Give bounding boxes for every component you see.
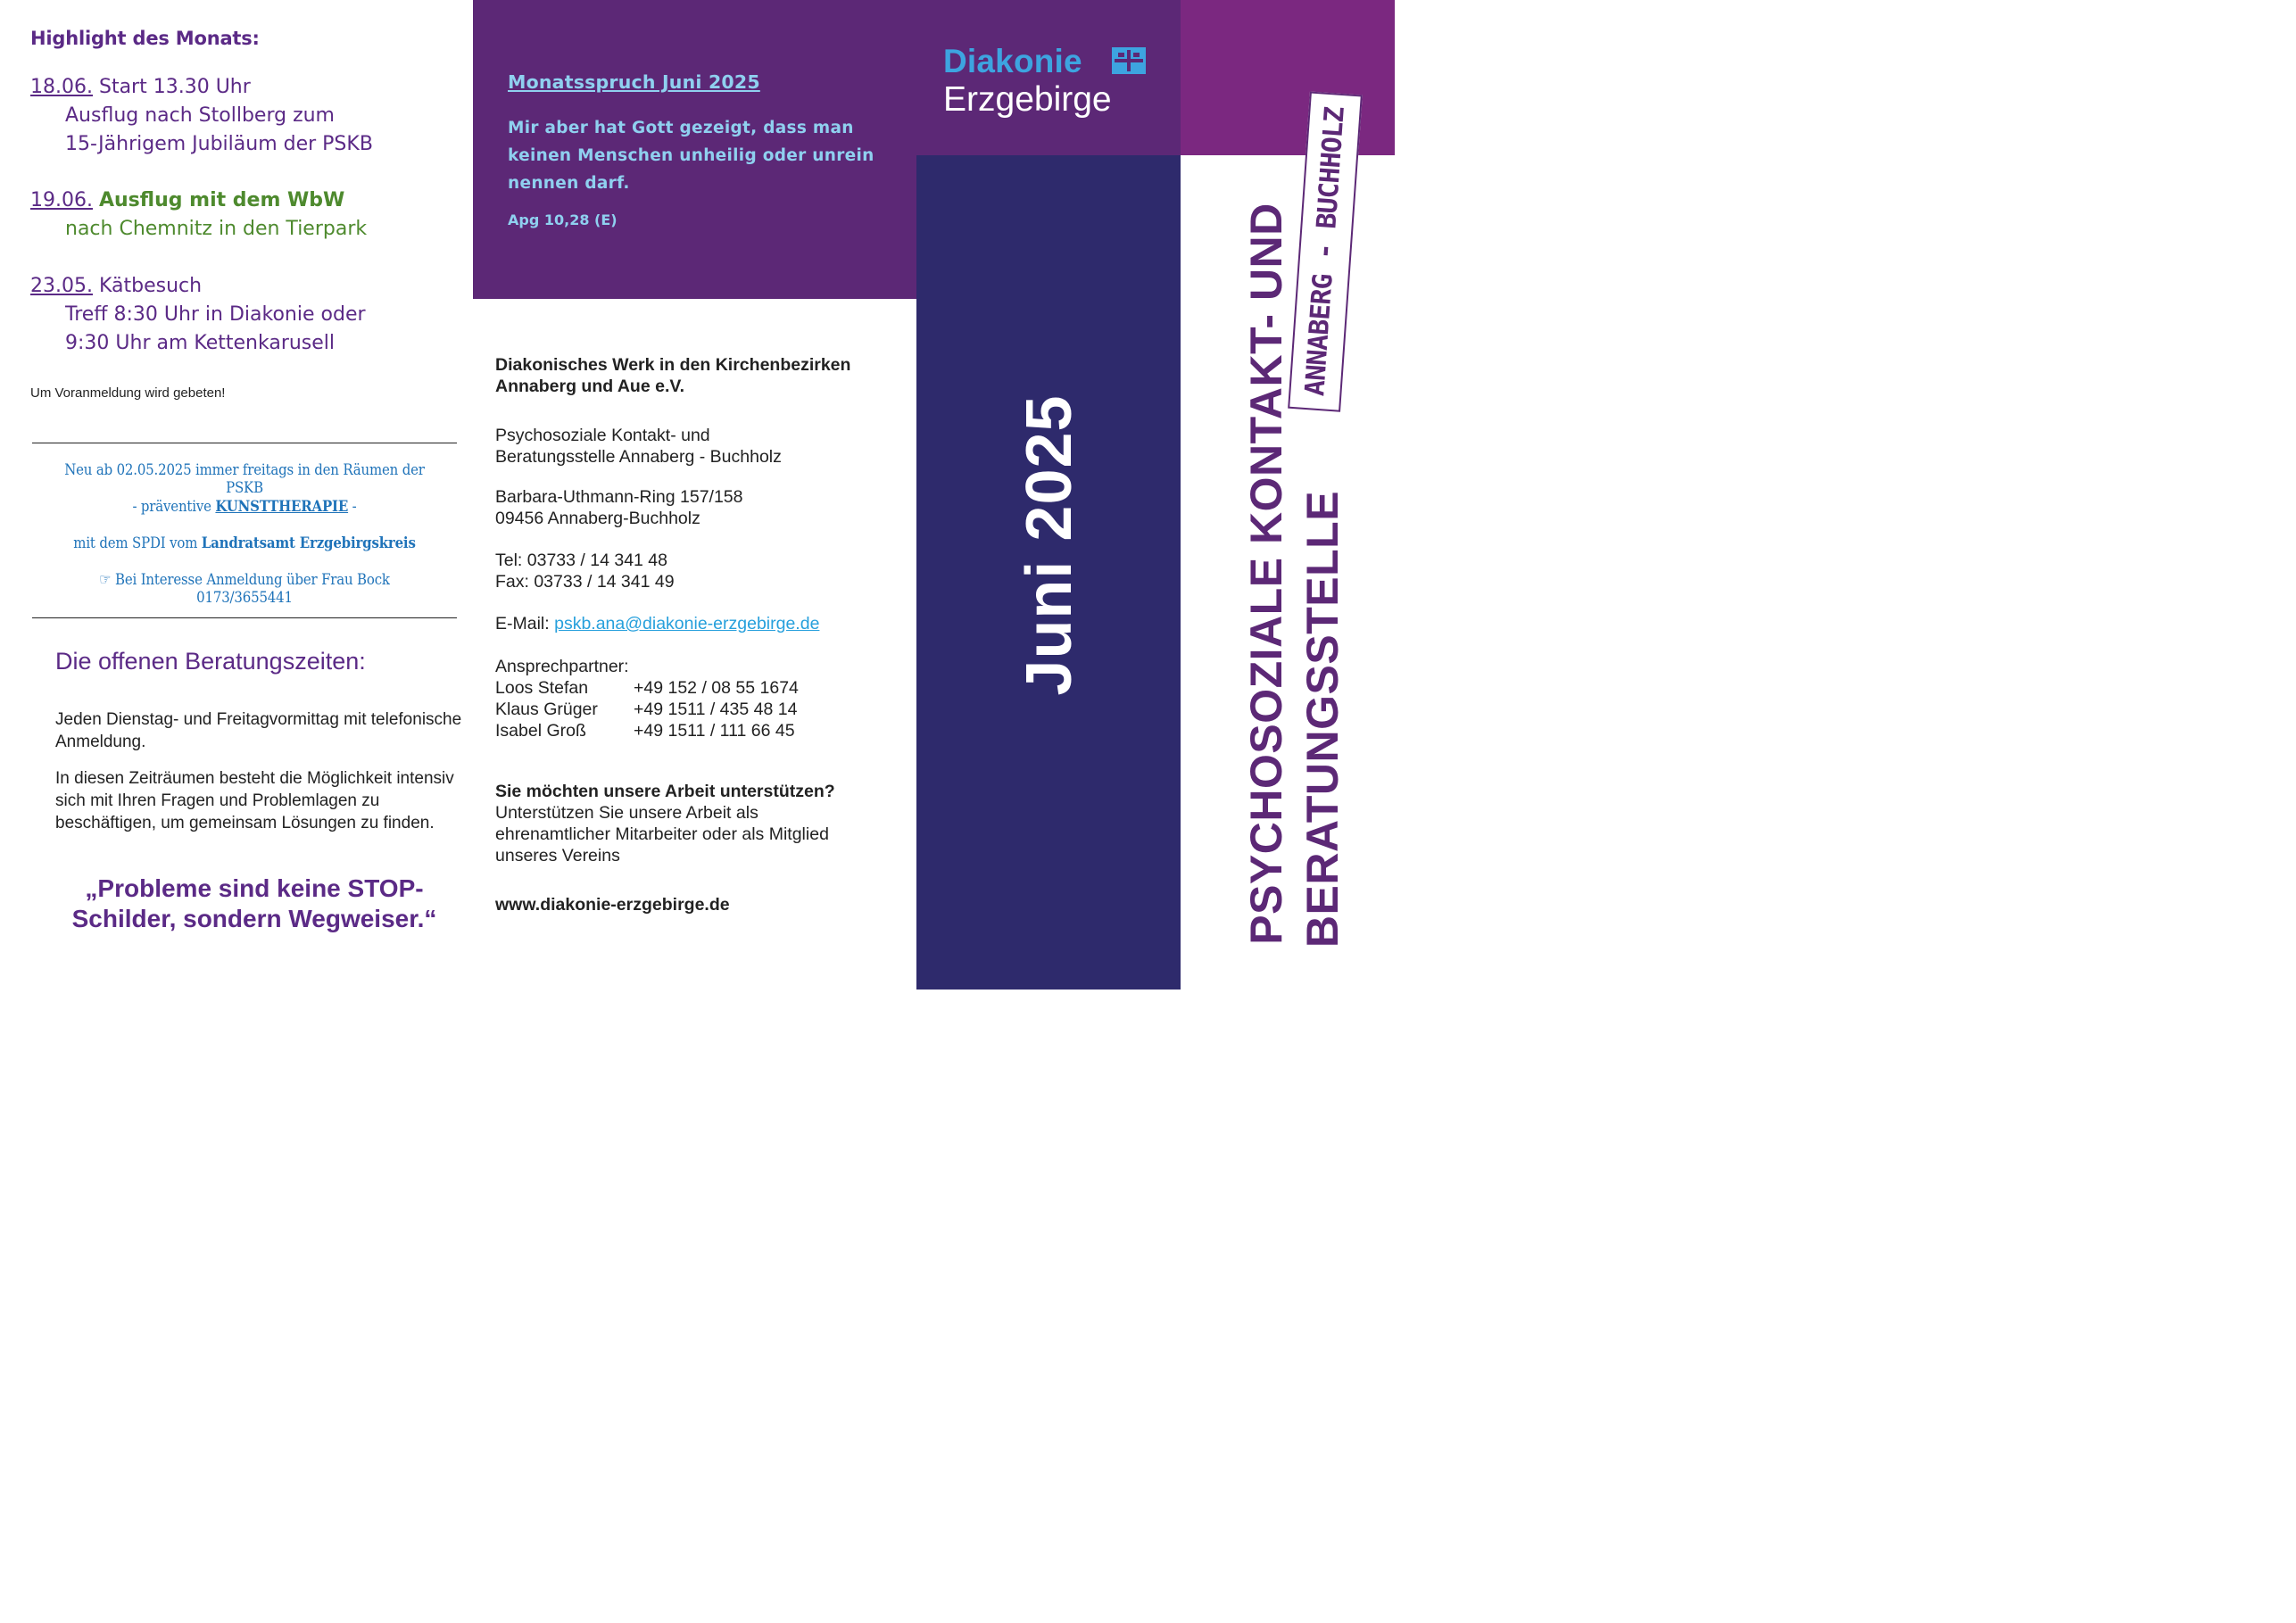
facility-line: Psychosoziale Kontakt- und [495, 426, 710, 445]
support-title: Sie möchten unsere Arbeit unterstützen? [495, 782, 835, 801]
news-line-4 [58, 571, 432, 607]
contact-row [495, 699, 799, 720]
pointing-hand-icon: ☞ [99, 571, 112, 589]
tel: Tel: 03733 / 14 341 48 [495, 551, 667, 570]
logo-diakonie: Diakonie [943, 43, 1082, 79]
main-title-text: PSYCHOSOZIALE KONTAKT- UND [1241, 203, 1291, 945]
event-item [30, 272, 366, 358]
event-title: Start 13.30 Uhr [98, 76, 251, 98]
street: Barbara-Uthmann-Ring 157/158 [495, 487, 743, 507]
event-line: nach Chemnitz in den Tierpark [65, 218, 368, 240]
event-line: Ausflug nach Stollberg zum [65, 104, 335, 127]
quote: „Probleme sind keine STOP-Schilder, sondern Wegweiser.“ [71, 874, 437, 932]
email-link[interactable]: pskb.ana@diakonie-erzgebirge.de [554, 614, 820, 633]
month-text: Juni 2025 [1014, 394, 1085, 696]
open-hours-title: Die offenen Beratungszeiten: [55, 648, 366, 675]
website-link[interactable]: www.diakonie-erzgebirge.de [495, 895, 730, 915]
monatsspruch-title: Monatsspruch Juni 2025 [508, 71, 760, 93]
support-line: ehrenamtlicher Mitarbeiter oder als Mitglied [495, 824, 829, 844]
diakonie-cross-icon [1112, 47, 1146, 74]
divider [32, 617, 457, 618]
org-line: Diakonisches Werk in den Kirchenbezirken [495, 355, 851, 375]
event-date: 23.05. [30, 275, 93, 297]
event-date: 19.06. [30, 189, 93, 211]
organization [495, 354, 850, 397]
support-line: Unterstützen Sie unsere Arbeit als [495, 803, 758, 823]
registration-note: Um Voranmeldung wird gebeten! [30, 385, 226, 401]
email-label: E-Mail: [495, 614, 555, 633]
event-title: Kätbesuch [98, 275, 203, 297]
support-line: unseres Vereins [495, 846, 620, 865]
news-line-3 [58, 534, 432, 552]
page-edge [1395, 0, 1399, 990]
contact-phone: +49 1511 / 111 66 45 [634, 721, 795, 741]
facility-line: Beratungsstelle Annaberg - Buchholz [495, 447, 782, 467]
news-text: - [348, 498, 357, 516]
event-date: 18.06. [30, 76, 93, 98]
news-text: Bei Interesse Anmeldung über Frau Bock 0173/3655441 [115, 571, 390, 607]
paragraph: Jeden Dienstag- und Freitagvormittag mit telefonische Anmeldung. [55, 710, 462, 751]
monatsspruch-reference: Apg 10,28 (E) [508, 211, 618, 228]
monatsspruch-text: Mir aber hat Gott gezeigt, dass man keinen Menschen unheilig oder unrein nennen darf. [508, 119, 874, 193]
contacts-title: Ansprechpartner: [495, 657, 629, 676]
contact-name: Loos Stefan [495, 678, 589, 698]
website[interactable] [495, 894, 730, 915]
contact-row [495, 720, 799, 741]
event-item [30, 186, 367, 244]
paragraph: In diesen Zeiträumen besteht die Möglichkeit intensiv sich mit Ihren Fragen und Problemlagen zu beschäftigen, um gemeinsam Lösungen zu finden. [55, 769, 454, 832]
phone-numbers [495, 550, 675, 592]
event-line: 15-Jährigem Jubiläum der PSKB [65, 133, 373, 155]
highlight-title: Highlight des Monats: [30, 28, 260, 49]
contact-name: Klaus Grüger [495, 700, 598, 719]
event-title: Ausflug mit dem WbW [98, 189, 345, 211]
contacts [495, 656, 799, 741]
support-section [495, 781, 835, 866]
news-text: mit dem SPDI vom [73, 534, 202, 552]
contact-name: Isabel Groß [495, 721, 586, 741]
event-item [30, 73, 373, 159]
stamp-text: ANNABERG - BUCHHOLZ [1288, 91, 1363, 411]
news-text: - präventive [132, 498, 216, 516]
fax: Fax: 03733 / 14 341 49 [495, 572, 675, 592]
contact-phone: +49 1511 / 435 48 14 [634, 700, 798, 719]
news-emphasis: KUNSTTHERAPIE [215, 498, 349, 516]
facility [495, 425, 782, 468]
org-line: Annaberg und Aue e.V. [495, 377, 685, 396]
city: 09456 Annaberg-Buchholz [495, 509, 700, 528]
contact-phone: +49 152 / 08 55 1674 [634, 678, 799, 698]
news-emphasis: Landratsamt Erzgebirgskreis [201, 534, 416, 552]
main-title-text: BERATUNGSSTELLE [1297, 490, 1347, 948]
address [495, 486, 743, 529]
news-line-1: Neu ab 02.05.2025 immer freitags in den Räumen der PSKB [64, 461, 425, 497]
event-line: 9:30 Uhr am Kettenkarusell [65, 332, 336, 354]
header-strip [1181, 0, 1395, 155]
news-line-2 [58, 498, 432, 516]
email-line [495, 613, 819, 634]
event-line: Treff 8:30 Uhr in Diakonie oder [65, 303, 366, 326]
contact-row [495, 677, 799, 699]
logo-erzgebirge: Erzgebirge [943, 80, 1112, 119]
